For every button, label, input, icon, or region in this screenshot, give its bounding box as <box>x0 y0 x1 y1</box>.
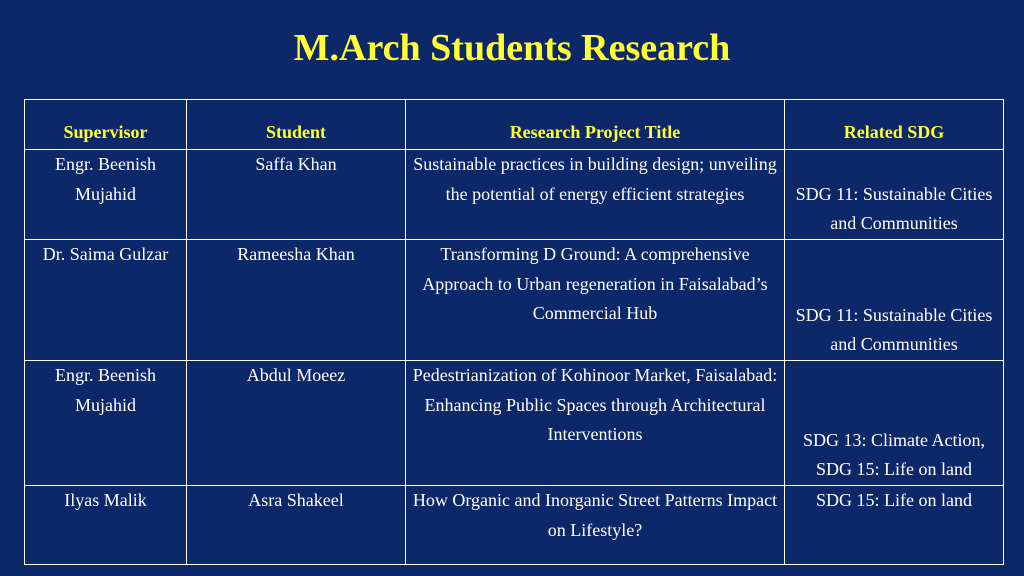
table-header-row <box>25 100 1004 150</box>
supervisor-cell: Dr. Saima Gulzar <box>25 240 187 361</box>
sdg-cell: SDG 11: Sustainable Cities and Communities <box>785 150 1004 240</box>
table-row <box>25 150 1004 240</box>
sdg-cell: SDG 13: Climate Action, SDG 15: Life on land <box>785 361 1004 486</box>
project-title-cell: Pedestrianization of Kohinoor Market, Faisalabad: Enhancing Public Spaces through Architectural Interventions <box>406 361 785 486</box>
supervisor-cell: Engr. Beenish Mujahid <box>25 361 187 486</box>
project-title-cell: Transforming D Ground: A comprehensive Approach to Urban regeneration in Faisalabad’s Commercial Hub <box>406 240 785 361</box>
page-title: M.Arch Students Research <box>293 27 731 69</box>
sdg-cell: SDG 11: Sustainable Cities and Communities <box>785 240 1004 361</box>
table-row <box>25 361 1004 486</box>
supervisor-cell: Ilyas Malik <box>25 486 187 565</box>
header-research-project-title: Research Project Title <box>406 100 785 150</box>
student-cell: Abdul Moeez <box>187 361 406 486</box>
project-title-cell: How Organic and Inorganic Street Patterns Impact on Lifestyle? <box>406 486 785 565</box>
table-row <box>25 240 1004 361</box>
project-title-cell: Sustainable practices in building design; unveiling the potential of energy efficient strategies <box>406 150 785 240</box>
table-row <box>25 486 1004 565</box>
sdg-cell: SDG 15: Life on land <box>785 486 1004 565</box>
supervisor-cell: Engr. Beenish Mujahid <box>25 150 187 240</box>
header-supervisor: Supervisor <box>25 100 187 150</box>
student-cell: Rameesha Khan <box>187 240 406 361</box>
student-cell: Saffa Khan <box>187 150 406 240</box>
student-cell: Asra Shakeel <box>187 486 406 565</box>
header-related-sdg: Related SDG <box>785 100 1004 150</box>
header-student: Student <box>187 100 406 150</box>
research-table <box>24 99 1004 565</box>
